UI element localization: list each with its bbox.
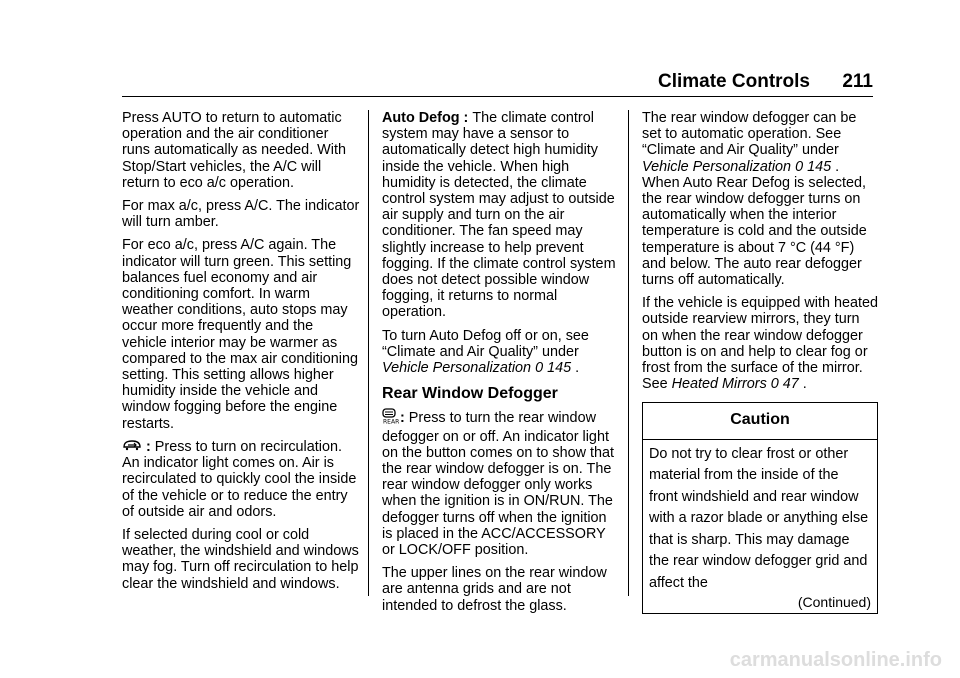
ref-arrow-icon: 0 [795, 158, 804, 175]
paragraph-auto-rear-defog [642, 110, 878, 288]
ref-page: 145 [547, 360, 572, 377]
paragraph-rear-defogger [382, 408, 618, 558]
paragraph-fog-warning: If selected during cool or cold weather, the windshield and windows may fog. Turn off recirculation to help clear the windshield and windows. [122, 526, 359, 592]
header-divider [122, 96, 873, 97]
recirculation-text: Press to turn on recirculation. An indicator light comes on. Air is recirculated to quickly cool the inside of the vehicle or to reduce the entry of outside air and odors. [122, 438, 357, 520]
paragraph-heated-mirrors [642, 295, 878, 392]
caution-title: Caution [730, 411, 790, 429]
page-section-title: Climate Controls [657, 71, 810, 92]
recirculation-separator: : [142, 438, 155, 455]
column-1 [122, 110, 360, 599]
ref-page: 47 [782, 376, 799, 393]
ref-title: Heated Mirrors [671, 376, 767, 393]
vehicle-personalization-link[interactable] [382, 360, 571, 376]
paragraph-auto: Press AUTO to return to automatic operation and the air conditioner runs automatically as needed. With Stop/Start vehicles, the A/C will return to eco a/c operation. [122, 110, 346, 191]
caution-box [642, 402, 878, 614]
paragraph-auto-defog-toggle [382, 328, 618, 377]
continued-label: (Continued) [797, 594, 871, 611]
ref-end: . [798, 376, 807, 393]
auto-defog-label: Auto Defog : [382, 110, 473, 126]
watermark: carmanualsonline.info [729, 649, 942, 671]
ref-arrow-icon: 0 [535, 360, 544, 377]
ref-title: Vehicle Personalization [642, 158, 792, 175]
ref-arrow-icon: 0 [770, 376, 779, 393]
paragraph-recirculation [122, 439, 360, 520]
column-3 [642, 110, 878, 614]
ref-page: 145 [807, 158, 832, 175]
page-number: 211 [842, 71, 873, 92]
ref-end: . [571, 360, 580, 377]
rear-defogger-separator: : [396, 410, 409, 427]
svg-text:REAR: REAR [383, 418, 400, 426]
vehicle-personalization-link[interactable] [642, 159, 831, 175]
auto-defog-toggle-text: To turn Auto Defog off or on, see “Climate and Air Quality” under [382, 327, 589, 360]
auto-rear-defog-rest: . When Auto Rear Defog is selected, the rear window defogger turns on automatically when the interior temperature is cold and the outside temperature is about 7 °C (44 °F) and below. The auto rear defogger turns off automatically. [642, 158, 867, 289]
section-heading-rear-defogger: Rear Window Defogger [382, 385, 558, 403]
paragraph-eco-ac: For eco a/c, press A/C again. The indicator will turn green. This setting balances fuel economy and air conditioning comfort. In warm weather conditions, auto stops may occur more frequently and the vehicle interior may be warmer as compared to the max air conditioning setting. This setting allows higher humidity inside the vehicle and window fogging before the engine restarts. [122, 237, 358, 432]
paragraph-max-ac: For max a/c, press A/C. The indicator will turn amber. [122, 198, 360, 231]
column-divider [628, 110, 629, 596]
rear-defogger-text: Press to turn the rear window defogger on or off. An indicator light on the button comes on to show that the rear window defogger is on. The rear window defogger only works when the ignition is in ON/RUN. The defogger turns off when the ignition is placed in the ACC/ACCESSORY or LOCK/OFF position. [382, 410, 614, 559]
caution-text: Do not try to clear frost or other material from the inside of the front windshield and rear window with a razor blade or anything else that is sharp. This may damage the rear window defogger grid and affect the [643, 439, 877, 595]
column-divider [368, 110, 369, 596]
column-2 [382, 110, 618, 621]
rear-defogger-icon [382, 408, 400, 428]
heated-mirrors-text: If the vehicle is equipped with heated outside rearview mirrors, they turn on when the rear window defogger button is on and help to clear fog or frost from the surface of the mirror. See [642, 295, 879, 393]
heated-mirrors-link[interactable] [672, 376, 799, 392]
paragraph-antenna-grids: The upper lines on the rear window are antenna grids and are not intended to defrost the glass. [382, 565, 607, 614]
auto-defog-text: The climate control system may have a sensor to automatically detect high humidity inside the vehicle. When high humidity is detected, the climate control system may adjust to outside air supply and turn on the air conditioner. The fan speed may slightly increase to help prevent fogging. If the climate control system does not detect possible window fogging, it returns to normal operation. [382, 110, 616, 321]
paragraph-auto-defog [382, 110, 618, 321]
recirculation-icon [122, 439, 142, 455]
ref-title: Vehicle Personalization [382, 360, 532, 377]
auto-rear-defog-text: The rear window defogger can be set to automatic operation. See “Climate and Air Quality” under [642, 110, 857, 159]
